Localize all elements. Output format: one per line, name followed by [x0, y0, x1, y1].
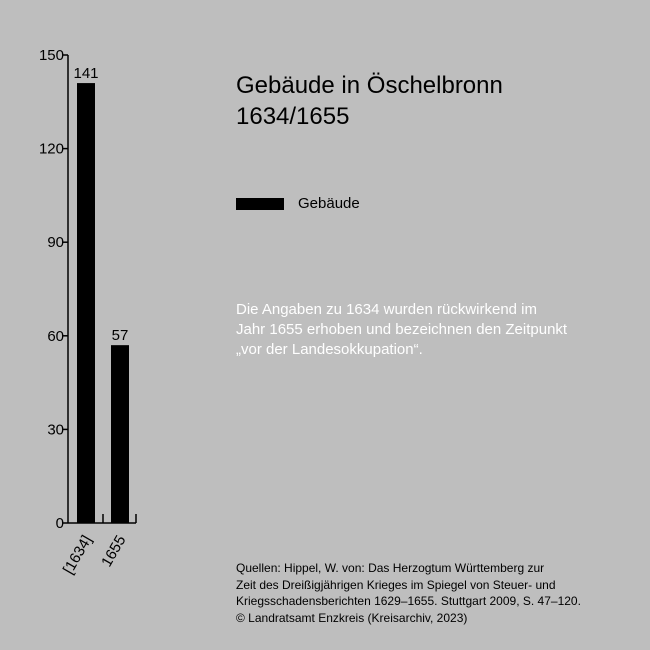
y-tick-label: 60	[47, 327, 64, 345]
bars	[77, 83, 129, 523]
x-tick-label: [1634]	[59, 532, 96, 578]
legend-swatch	[236, 198, 284, 210]
bar-chart	[0, 0, 230, 620]
y-tick-label: 0	[55, 515, 64, 532]
bar-value-label: 141	[73, 65, 99, 83]
chart-title	[236, 70, 503, 132]
y-tick-label: 120	[38, 140, 64, 158]
x-tick-label: 1655	[98, 532, 130, 570]
explanatory-note	[236, 300, 636, 360]
legend	[236, 195, 360, 212]
source-line-3: Kriegsschadensberichten 1629–1655. Stuttgart 2009, S. 47–120.	[236, 594, 581, 608]
bar-1655	[111, 345, 129, 523]
legend-label: Gebäude	[298, 195, 360, 212]
x-tick-labels	[60, 533, 130, 578]
note-line-1: Die Angaben zu 1634 wurden rückwirkend im	[236, 301, 538, 318]
chart-title-line-1: Gebäude in Öschelbronn	[236, 72, 503, 99]
chart-title-line-2: 1634/1655	[236, 103, 350, 130]
source-line-1: Quellen: Hippel, W. von: Das Herzogtum Württemberg zur	[236, 561, 545, 575]
y-tick-label: 150	[38, 47, 64, 64]
bar-1634	[77, 83, 95, 523]
source-citation	[236, 560, 636, 626]
y-tick-label: 90	[47, 234, 64, 252]
copyright-line: © Landratsamt Enzkreis (Kreisarchiv, 2023)	[236, 610, 468, 625]
note-line-3: „vor der Landesokkupation“.	[236, 341, 423, 358]
source-line-2: Zeit des Dreißigjährigen Krieges im Spiegel von Steuer- und	[236, 577, 556, 592]
y-axis	[39, 47, 68, 532]
note-line-2: Jahr 1655 erhoben und bezeichnen den Zeitpunkt	[236, 321, 568, 338]
y-tick-label: 30	[47, 421, 64, 439]
bar-value-label: 57	[111, 327, 129, 345]
